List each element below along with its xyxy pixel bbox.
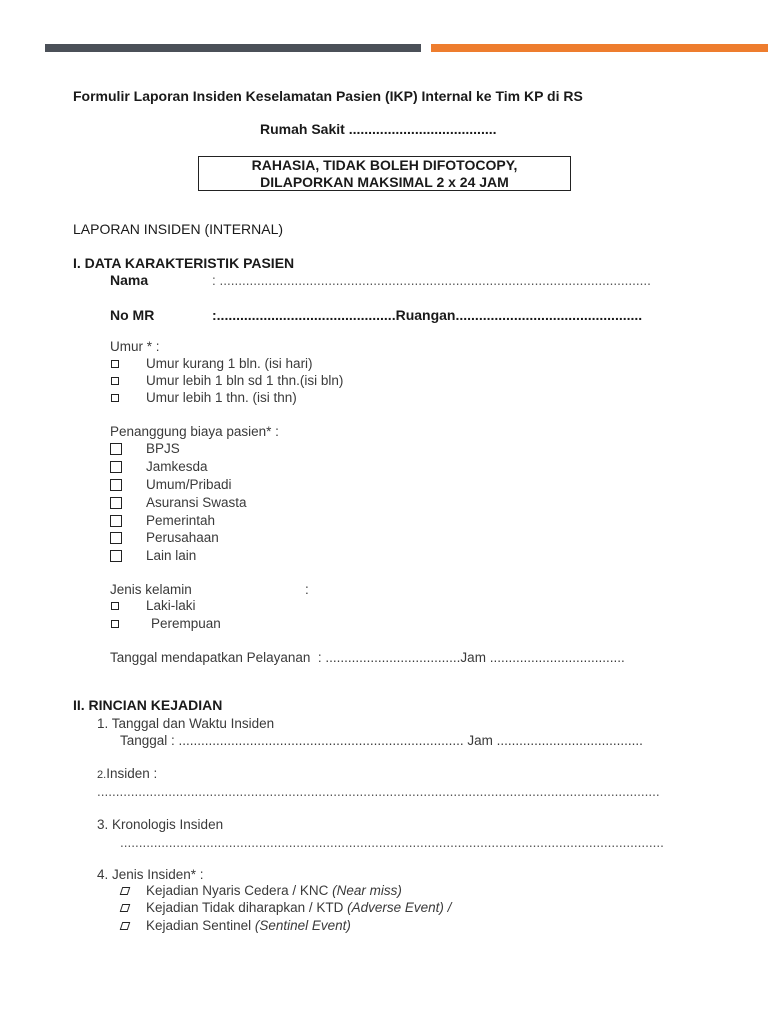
item-2-label: Insiden :: [106, 766, 158, 781]
jenis-insiden-ktd-italic: (Adverse Event) /: [347, 900, 452, 915]
checkbox-pemerintah: [110, 515, 122, 527]
jenis-insiden-sentinel-italic: (Sentinel Event): [254, 918, 351, 933]
nama-field-line: : ...................................................................................................................: [212, 273, 651, 288]
jenis-kelamin-label: Jenis kelamin: [110, 582, 192, 597]
jenis-insiden-option-sentinel: [146, 917, 351, 934]
jenis-insiden-ktd-text: Kejadian Tidak diharapkan / KTD: [146, 900, 348, 915]
penanggung-option-asuransi: Asuransi Swasta: [146, 495, 247, 510]
checkbox-laki-laki: [111, 602, 119, 610]
item-4-label: 4. Jenis Insiden* :: [97, 867, 204, 882]
checkbox-asuransi-swasta: [110, 497, 122, 509]
section-2-heading: II. RINCIAN KEJADIAN: [73, 697, 223, 713]
item-2-fill-line: ......................................................................................................................................................: [97, 784, 660, 799]
notice-line-1: RAHASIA, TIDAK BOLEH DIFOTOCOPY,: [251, 157, 518, 173]
jenis-kelamin-option-laki: Laki-laki: [146, 598, 196, 613]
checkbox-jamkesda: [110, 461, 122, 473]
item-1-tanggal-jam-line: Tanggal : ............................................................................ Jam .......................................: [120, 733, 643, 748]
no-mr-ruangan-field-line: :..............................................Ruangan................................................: [212, 307, 643, 323]
notice-line-2: DILAPORKAN MAKSIMAL 2 x 24 JAM: [260, 174, 509, 190]
checkbox-umur-lebih-1-thn: [111, 394, 119, 402]
jenis-kelamin-option-perempuan: Perempuan: [151, 616, 221, 631]
jenis-insiden-knc-text: Kejadian Nyaris Cedera / KNC: [146, 883, 333, 898]
jenis-kelamin-colon: :: [305, 582, 309, 597]
no-mr-label: No MR: [110, 307, 155, 323]
checkbox-umur-1bln-1thn: [111, 377, 119, 385]
item-2-number: 2.: [97, 769, 107, 781]
penanggung-option-perusahaan: Perusahaan: [146, 530, 219, 545]
checkbox-perusahaan: [110, 532, 122, 544]
checkbox-umum-pribadi: [110, 479, 122, 491]
checkbox-perempuan: [111, 620, 119, 628]
item-3-label: 3. Kronologis Insiden: [97, 817, 224, 832]
penanggung-option-jamkesda: Jamkesda: [146, 459, 208, 474]
penanggung-biaya-label: Penanggung biaya pasien* :: [110, 424, 279, 439]
form-title: Formulir Laporan Insiden Keselamatan Pasien (IKP) Internal ke Tim KP di RS: [73, 88, 583, 104]
hospital-line: Rumah Sakit ......................................: [260, 121, 497, 137]
report-heading: LAPORAN INSIDEN (INTERNAL): [73, 221, 284, 237]
jenis-insiden-sentinel-text: Kejadian Sentinel: [146, 918, 255, 933]
jenis-insiden-option-knc: [146, 882, 402, 899]
umur-option-1: Umur kurang 1 bln. (isi hari): [146, 356, 313, 371]
section-1-heading: I. DATA KARAKTERISTIK PASIEN: [73, 255, 295, 271]
penanggung-option-bpjs: BPJS: [146, 441, 180, 456]
checkbox-knc: [120, 887, 131, 895]
header-bar-orange: [431, 44, 768, 52]
penanggung-option-lain: Lain lain: [146, 548, 197, 563]
checkbox-umur-kurang-1-bln: [111, 360, 119, 368]
jenis-insiden-option-ktd: [146, 899, 451, 916]
nama-label: Nama: [110, 272, 149, 288]
item-1-label: 1. Tanggal dan Waktu Insiden: [97, 716, 275, 731]
umur-option-3: Umur lebih 1 thn. (isi thn): [146, 390, 297, 405]
checkbox-ktd: [120, 904, 131, 912]
header-bar-dark: [45, 44, 421, 52]
penanggung-option-pemerintah: Pemerintah: [146, 513, 216, 528]
umur-option-2: Umur lebih 1 bln sd 1 thn.(isi bln): [146, 373, 344, 388]
umur-label: Umur * :: [110, 339, 160, 354]
penanggung-option-umum: Umum/Pribadi: [146, 477, 232, 492]
tanggal-pelayanan-field-line: Tanggal mendapatkan Pelayanan : ....................................Jam ....................................: [110, 650, 625, 665]
item-2-label-row: [97, 765, 157, 784]
checkbox-bpjs: [110, 443, 122, 455]
jenis-insiden-knc-italic: (Near miss): [332, 883, 402, 898]
checkbox-sentinel: [120, 922, 131, 930]
checkbox-lain-lain: [110, 550, 122, 562]
confidential-notice-box: [198, 156, 571, 191]
item-3-fill-line: .................................................................................................................................................: [120, 835, 664, 850]
